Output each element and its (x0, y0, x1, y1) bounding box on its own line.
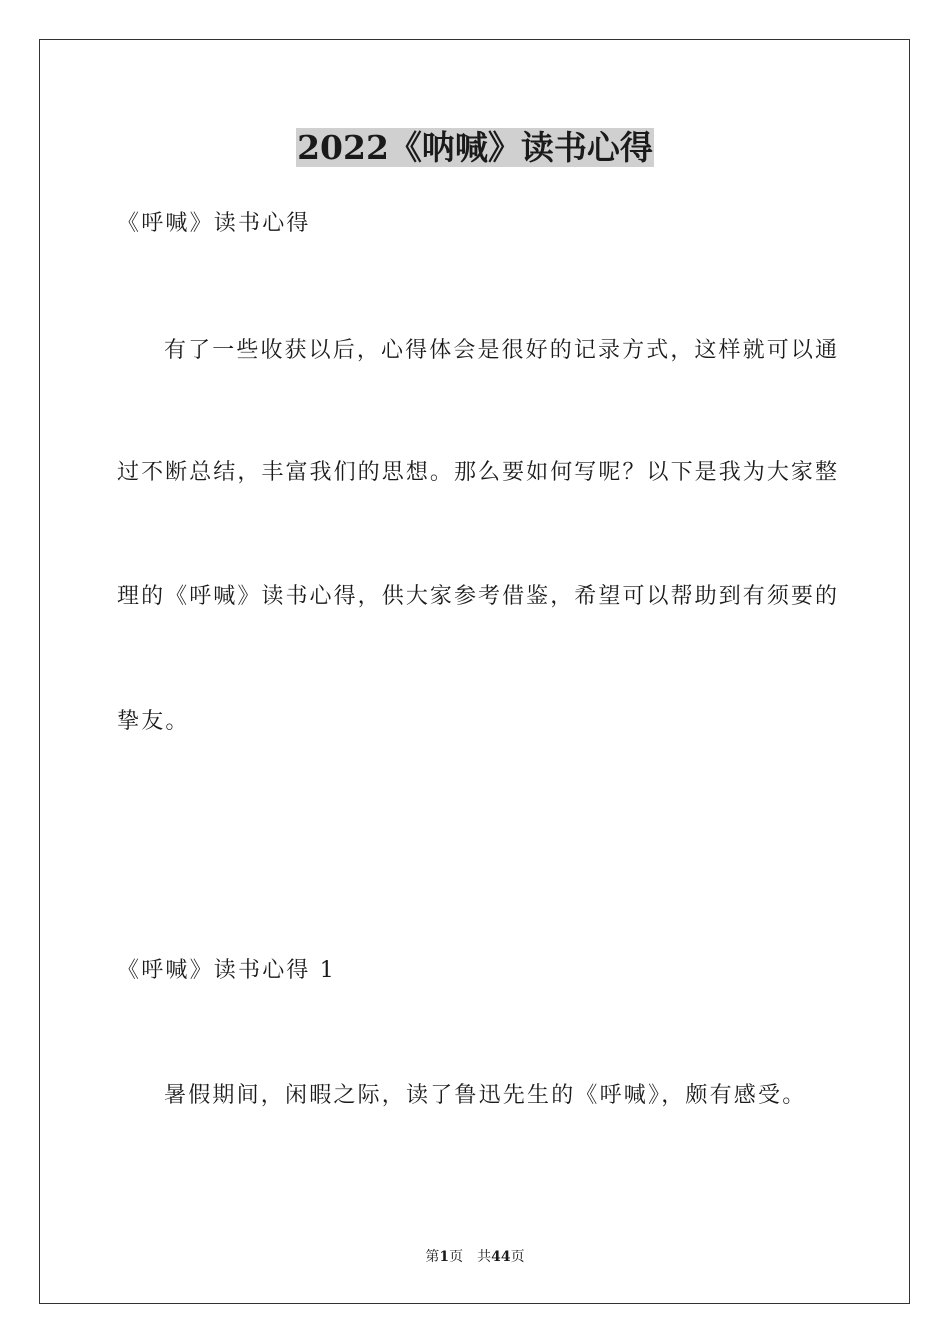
subtitle: 《呼喊》读书心得 (117, 211, 311, 236)
page-footer (0, 1247, 950, 1267)
intro-line-1: 有了一些收获以后，心得体会是很好的记录方式，这样就可以通 (164, 338, 837, 363)
intro-line-2: 过不断总结，丰富我们的思想。那么要如何写呢？以下是我为大家整 (117, 460, 837, 485)
section-heading: 《呼喊》读书心得 1 (117, 958, 336, 983)
footer-mid: 页 共 (449, 1249, 492, 1265)
footer-prefix: 第 (425, 1249, 440, 1265)
title-text: 2022《呐喊》读书心得 (297, 128, 653, 167)
intro-line-4: 挚友。 (117, 709, 190, 734)
intro-line-3: 理的《呼喊》读书心得，供大家参考借鉴，希望可以帮助到有须要的 (117, 584, 837, 609)
footer-total-pages: 44 (491, 1249, 511, 1265)
document-title (0, 126, 950, 170)
footer-page-number: 1 (439, 1249, 450, 1265)
section-paragraph-line: 暑假期间，闲暇之际，读了鲁迅先生的《呼喊》，颇有感受。 (164, 1083, 807, 1108)
footer-suffix: 页 (510, 1249, 525, 1265)
